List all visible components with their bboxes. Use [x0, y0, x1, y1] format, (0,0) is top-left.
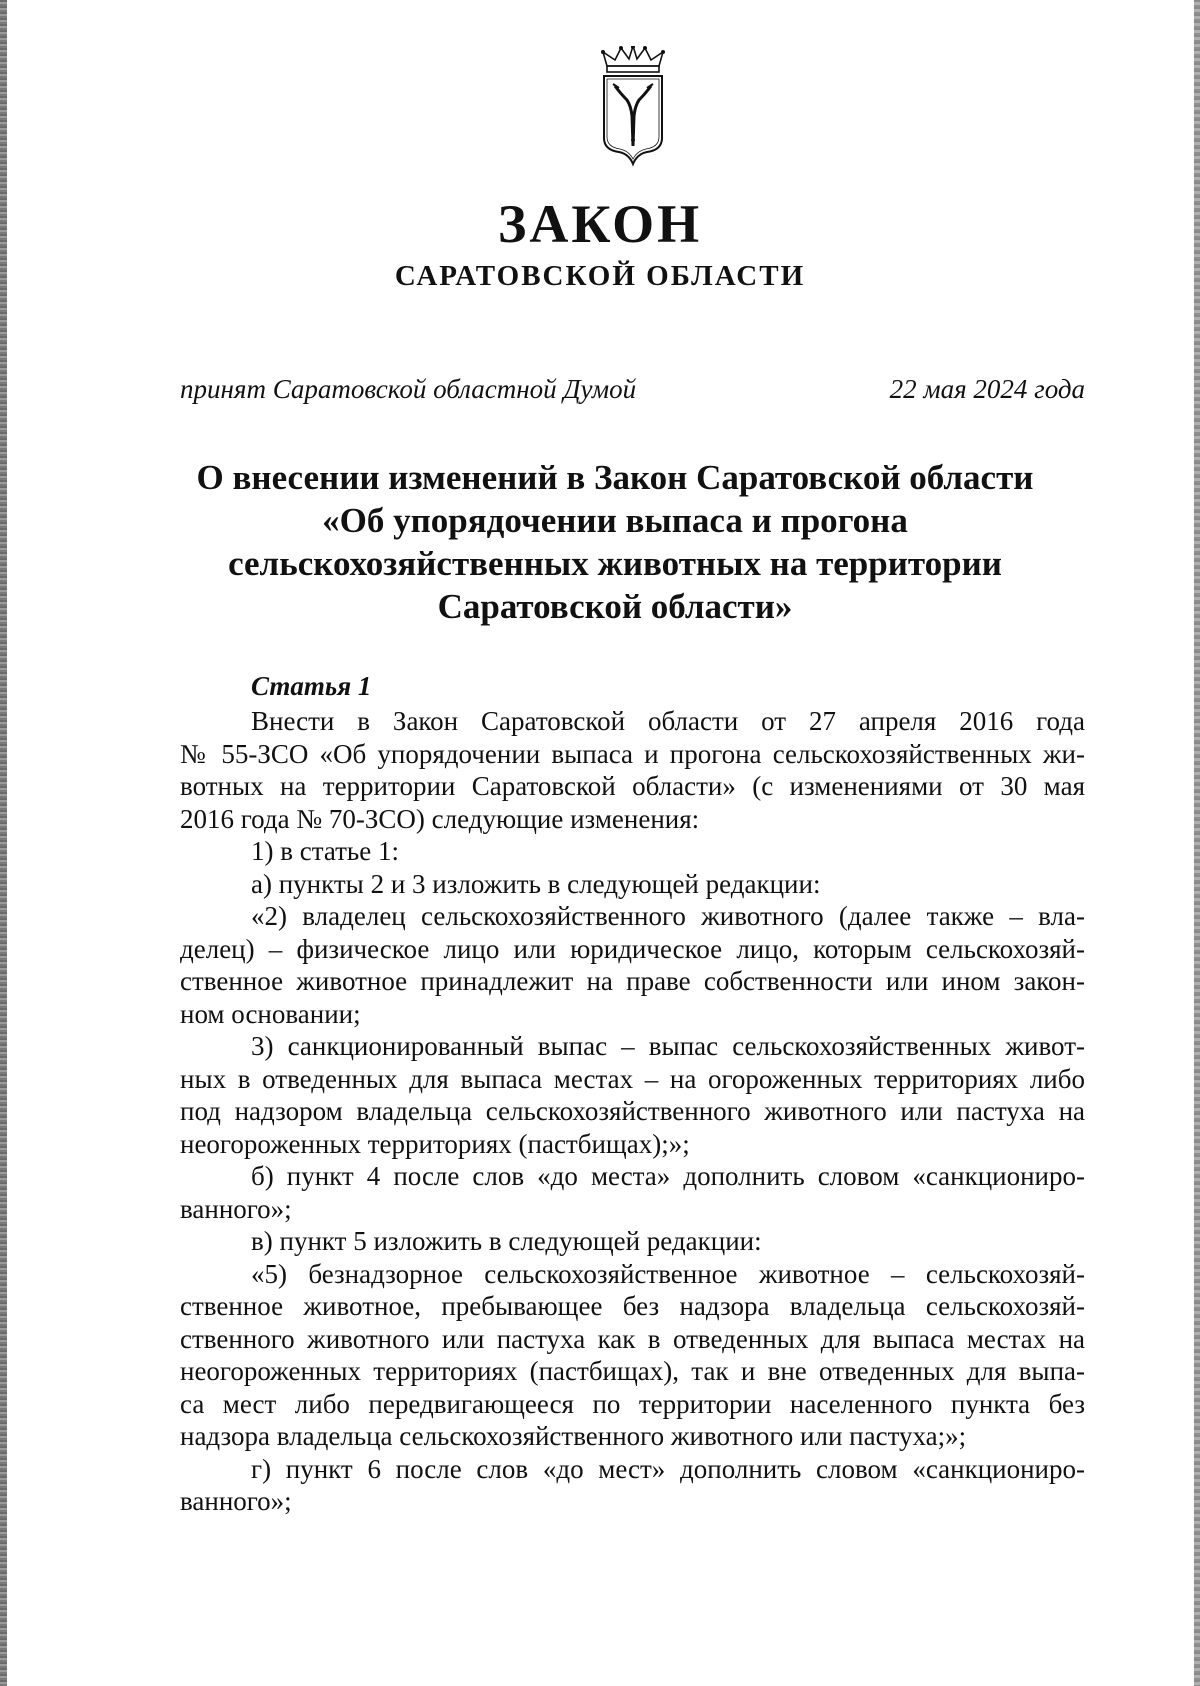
law-title-line: Саратовской области» [437, 587, 793, 626]
text-line: са мест либо передвигающееся по территории населенного пункта без [180, 1388, 1085, 1419]
text-line: 3) санкционированный выпас – выпас сельскохозяйственных живот- [251, 1031, 1085, 1061]
law-title-line: О внесении изменений в Закон Саратовской области [196, 458, 1034, 497]
text-line: Внести в Закон Саратовской области от 27 апреля 2016 года [251, 706, 1085, 736]
text-line: надзора владельца сельскохозяйственного животного или пастуха;»; [180, 1421, 967, 1451]
text-line: «5) безнадзорное сельскохозяйственное животное – сельскохозяй- [251, 1258, 1085, 1289]
text-line: под надзором владельца сельскохозяйственного животного или пастуха на [180, 1096, 1085, 1126]
region-heading: САРАТОВСКОЙ ОБЛАСТИ [394, 260, 806, 292]
text-line: ванного»; [180, 1486, 292, 1516]
text-line: неогороженных территориях (пастбищах), так и вне отведенных для выпа- [180, 1356, 1085, 1386]
adopted-by: принят Саратовской областной Думой [180, 374, 637, 404]
coat-of-arms-icon [597, 46, 669, 168]
article-body [180, 670, 1085, 1518]
text-line: делец) – физическое лицо или юридическое лицо, которым сельскохозяй- [180, 933, 1085, 964]
text-line: «2) владелец сельскохозяйственного животного (далее также – вла- [251, 901, 1085, 931]
law-title-line: «Об упорядочении выпаса и прогона [322, 501, 908, 540]
text-line: вотных на территории Саратовской области» (с изменениями от 30 мая [180, 771, 1085, 801]
text-line: ственное животное принадлежит на праве собственности или ином закон- [180, 966, 1085, 996]
article-heading: Статья 1 [251, 671, 372, 701]
text-line: 1) в статье 1: [251, 836, 399, 866]
text-line: ственное животное, пребывающее без надзора владельца сельскохозяй- [180, 1291, 1085, 1321]
text-line: № 55-ЗСО «Об упорядочении выпаса и прогона сельскохозяйственных жи- [180, 738, 1085, 769]
text-line: ном основании; [180, 998, 361, 1029]
text-line: ных в отведенных для выпаса местах – на огороженных территориях либо [180, 1063, 1085, 1094]
text-line: ванного»; [180, 1193, 292, 1224]
text-line: ственного животного или пастуха как в отведенных для выпаса местах на [180, 1323, 1085, 1354]
text-line: г) пункт 6 после слов «до мест» дополнить словом «санкциониро- [251, 1453, 1085, 1484]
text-line: неогороженных территориях (пастбищах);»; [180, 1128, 690, 1159]
law-title [150, 456, 1080, 628]
law-title-line: сельскохозяйственных животных на территории [228, 544, 1002, 583]
text-line: 2016 года № 70-ЗСО) следующие изменения: [180, 803, 700, 834]
text-line: а) пункты 2 и 3 изложить в следующей редакции: [251, 868, 821, 899]
document-type-heading: ЗАКОН [497, 194, 703, 254]
text-line: б) пункт 4 после слов «до места» дополнить словом «санкциониро- [251, 1161, 1085, 1191]
adoption-date: 22 мая 2024 года [889, 374, 1085, 404]
text-line: в) пункт 5 изложить в следующей редакции: [251, 1226, 762, 1256]
